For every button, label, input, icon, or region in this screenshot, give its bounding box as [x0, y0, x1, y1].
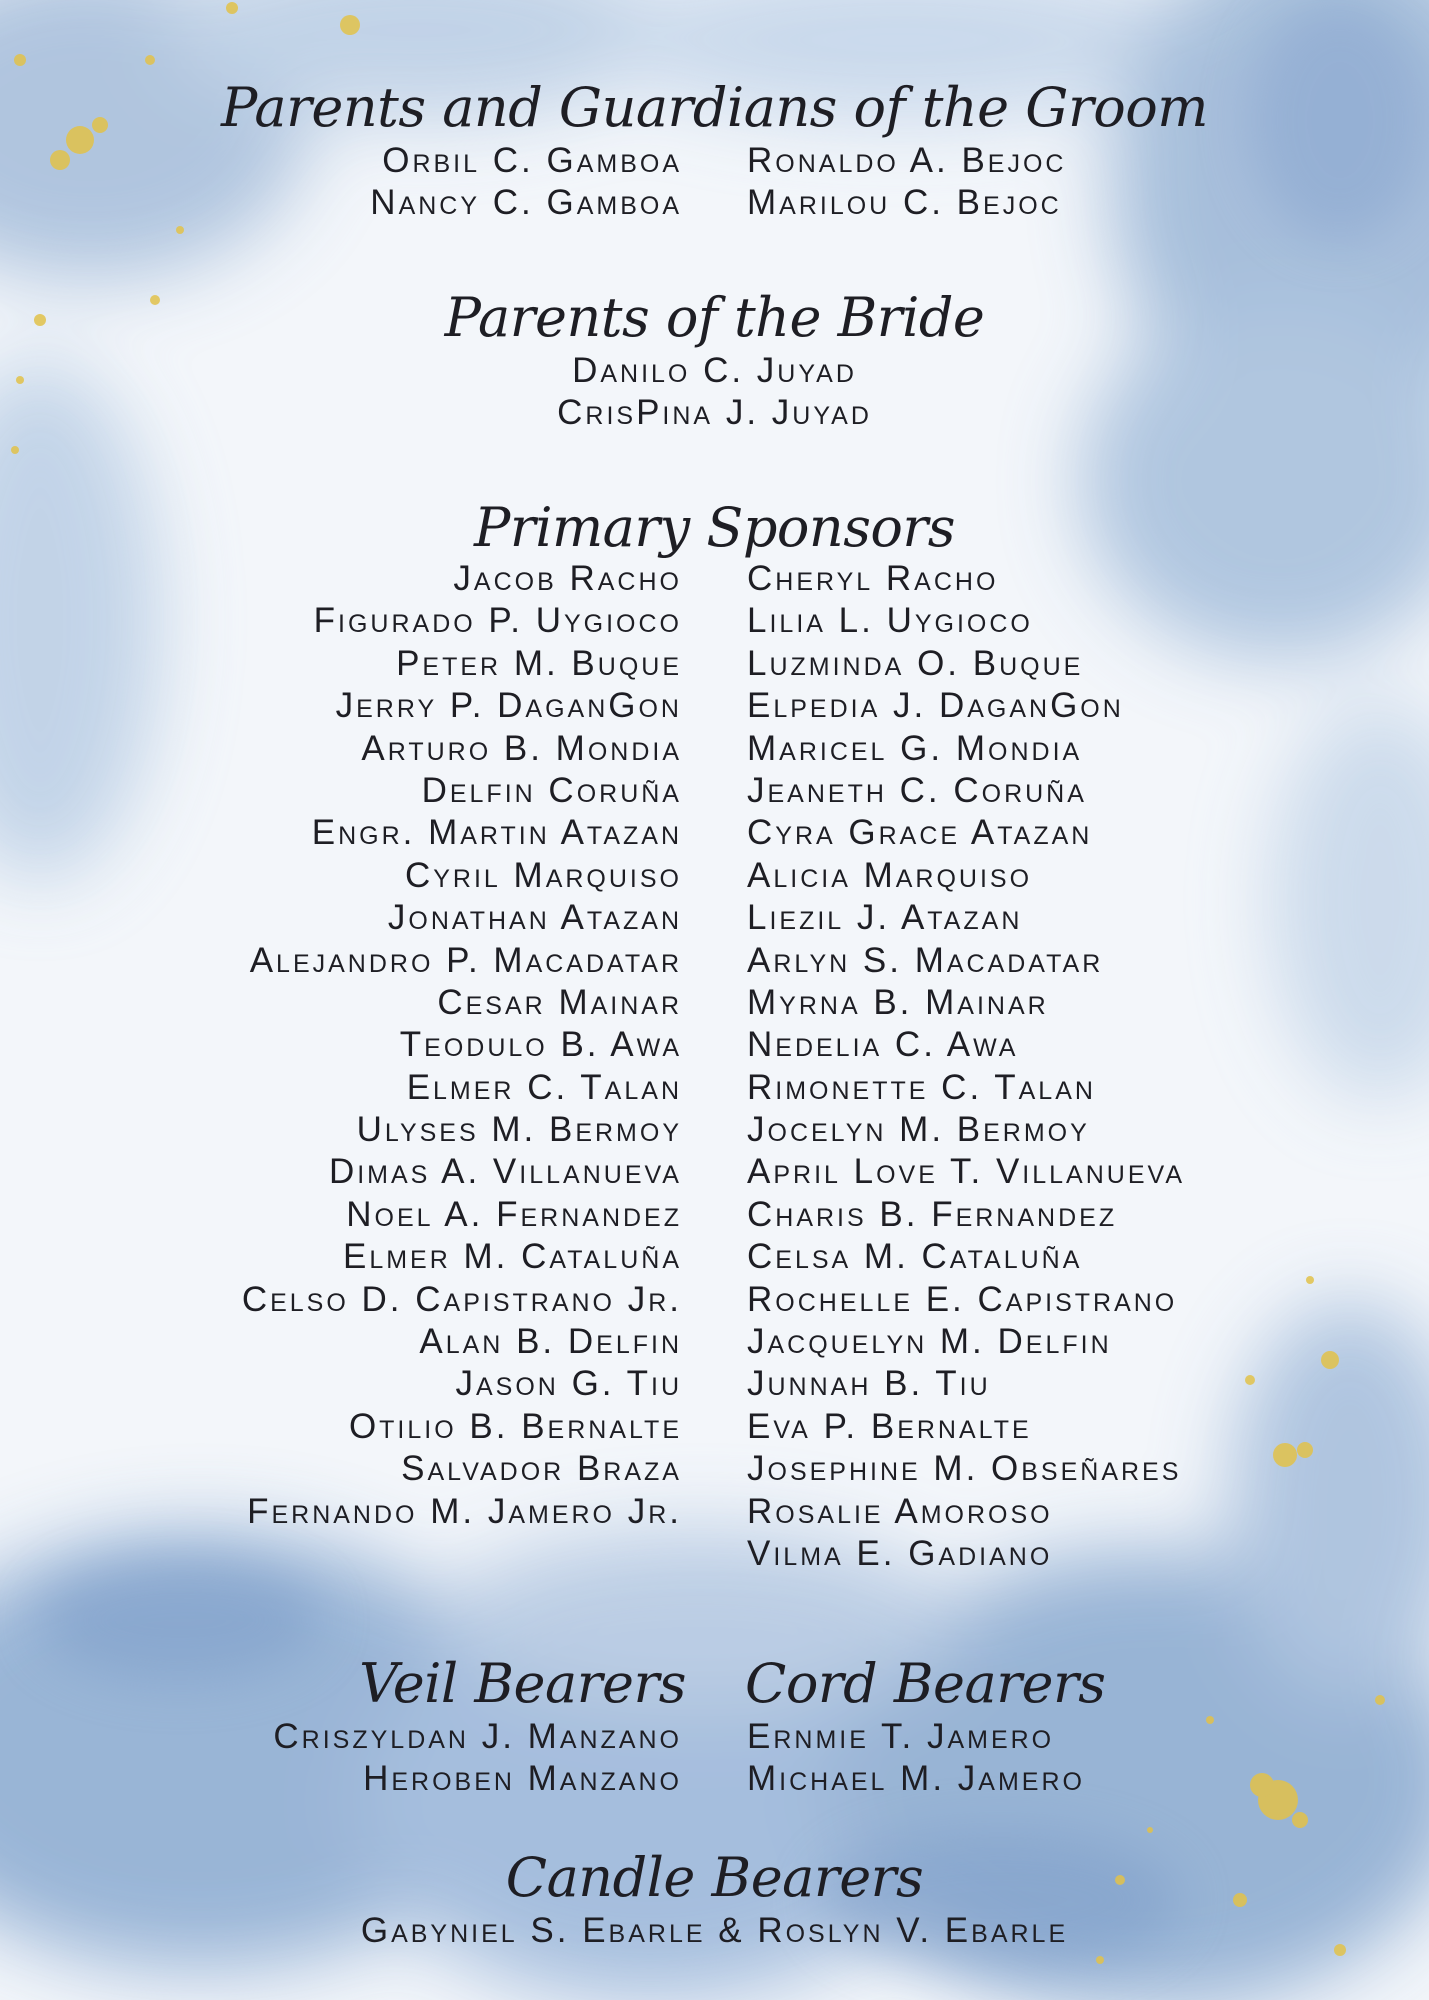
sponsor-name: Alejandro P. Macadatar: [249, 940, 682, 980]
primary-sponsors-title: Primary Sponsors: [474, 496, 955, 559]
sponsor-name: Lilia L. Uygioco: [747, 601, 1033, 641]
sponsor-name: Jocelyn M. Bermoy: [747, 1110, 1090, 1150]
sponsor-name: Alan B. Delfin: [419, 1322, 682, 1362]
sponsor-name: Jonathan Atazan: [387, 898, 682, 938]
sponsor-name: Otilio B. Bernalte: [348, 1406, 682, 1446]
sponsor-name: Rimonette C. Talan: [747, 1067, 1096, 1107]
sponsor-name: Eva P. Bernalte: [747, 1406, 1032, 1446]
sponsor-name: Alicia Marquiso: [747, 855, 1033, 895]
sponsor-name: Jerry P. DaganGon: [335, 686, 682, 726]
sponsor-name: Cheryl Racho: [747, 559, 999, 598]
sponsor-name: Cyril Marquiso: [404, 855, 682, 895]
list-item: Nancy C. Gamboa: [370, 183, 682, 223]
sponsor-name: Fernando M. Jamero Jr.: [247, 1491, 682, 1531]
sponsor-name: Rosalie Amoroso: [747, 1491, 1053, 1531]
groom-parents-left-list: [370, 140, 682, 225]
sponsor-name: Noel A. Fernandez: [346, 1194, 682, 1234]
list-item: Danilo C. Juyad: [572, 351, 857, 390]
sponsor-name: Engr. Martin Atazan: [311, 813, 682, 853]
sponsor-name: Delfin Coruña: [421, 770, 682, 810]
candle-bearers-title: Candle Bearers: [505, 1846, 924, 1909]
sponsor-name: April Love T. Villanueva: [747, 1152, 1185, 1192]
list-item: CrisPina J. Juyad: [557, 393, 872, 433]
sponsor-name: Celso D. Capistrano Jr.: [241, 1279, 682, 1319]
sponsor-name: Figurado P. Uygioco: [313, 601, 682, 641]
sponsor-name: Cesar Mainar: [437, 982, 682, 1022]
sponsor-name: Josephine M. Obseñares: [747, 1449, 1182, 1489]
bride-parents-title: Parents of the Bride: [444, 286, 985, 349]
sponsor-name: Jeaneth C. Coruña: [747, 770, 1087, 810]
sponsor-name: Elpedia J. DaganGon: [747, 686, 1124, 726]
groom-parents-right-list: [747, 140, 1066, 225]
bride-parents-list: [0, 350, 1429, 435]
sponsor-name: Cyra Grace Atazan: [747, 813, 1093, 853]
sponsor-name: Junnah B. Tiu: [747, 1364, 991, 1404]
cord-bearers-title: Cord Bearers: [745, 1652, 1106, 1715]
candle-bearers-list: [0, 1910, 1429, 1952]
list-item: Marilou C. Bejoc: [747, 183, 1062, 223]
sponsor-name: Jason G. Tiu: [455, 1364, 682, 1404]
sponsor-name: Arlyn S. Macadatar: [747, 940, 1104, 980]
veil-bearers-list: [273, 1716, 682, 1801]
sponsor-name: Myrna B. Mainar: [747, 982, 1049, 1022]
sponsor-name: Vilma E. Gadiano: [747, 1533, 1053, 1573]
cord-bearers-list: [747, 1716, 1085, 1801]
list-item: Criszyldan J. Manzano: [273, 1717, 682, 1756]
list-item: Gabyniel S. Ebarle & Roslyn V. Ebarle: [360, 1911, 1069, 1950]
sponsor-name: Peter M. Buque: [396, 643, 682, 683]
veil-bearers-title: Veil Bearers: [359, 1652, 686, 1715]
sponsor-name: Rochelle E. Capistrano: [747, 1279, 1178, 1319]
sponsor-name: Jacquelyn M. Delfin: [747, 1322, 1112, 1362]
list-item: Heroben Manzano: [363, 1759, 682, 1799]
list-item: Ronaldo A. Bejoc: [747, 141, 1067, 180]
sponsor-name: Elmer M. Cataluña: [342, 1237, 682, 1277]
sponsor-name: Charis B. Fernandez: [747, 1194, 1118, 1234]
sponsor-name: Liezil J. Atazan: [747, 898, 1023, 938]
sponsor-name: Teodulo B. Awa: [399, 1025, 682, 1065]
list-item: Ernmie T. Jamero: [747, 1717, 1055, 1756]
sponsor-name: Maricel G. Mondia: [747, 728, 1083, 768]
sponsor-name: Nedelia C. Awa: [747, 1025, 1019, 1065]
primary-sponsors-left-list: [242, 558, 682, 1533]
groom-parents-title: Parents and Guardians of the Groom: [221, 76, 1208, 139]
sponsor-name: Elmer C. Talan: [406, 1067, 682, 1107]
primary-sponsors-right-list: [747, 558, 1185, 1575]
list-item: Orbil C. Gamboa: [382, 141, 682, 180]
sponsor-name: Celsa M. Cataluña: [747, 1237, 1083, 1277]
sponsor-name: Dimas A. Villanueva: [328, 1152, 682, 1192]
list-item: Michael M. Jamero: [747, 1759, 1085, 1799]
sponsor-name: Arturo B. Mondia: [361, 728, 682, 768]
sponsor-name: Salvador Braza: [401, 1449, 682, 1489]
sponsor-name: Jacob Racho: [453, 559, 682, 598]
sponsor-name: Luzminda O. Buque: [747, 643, 1084, 683]
sponsor-name: Ulyses M. Bermoy: [356, 1110, 682, 1150]
